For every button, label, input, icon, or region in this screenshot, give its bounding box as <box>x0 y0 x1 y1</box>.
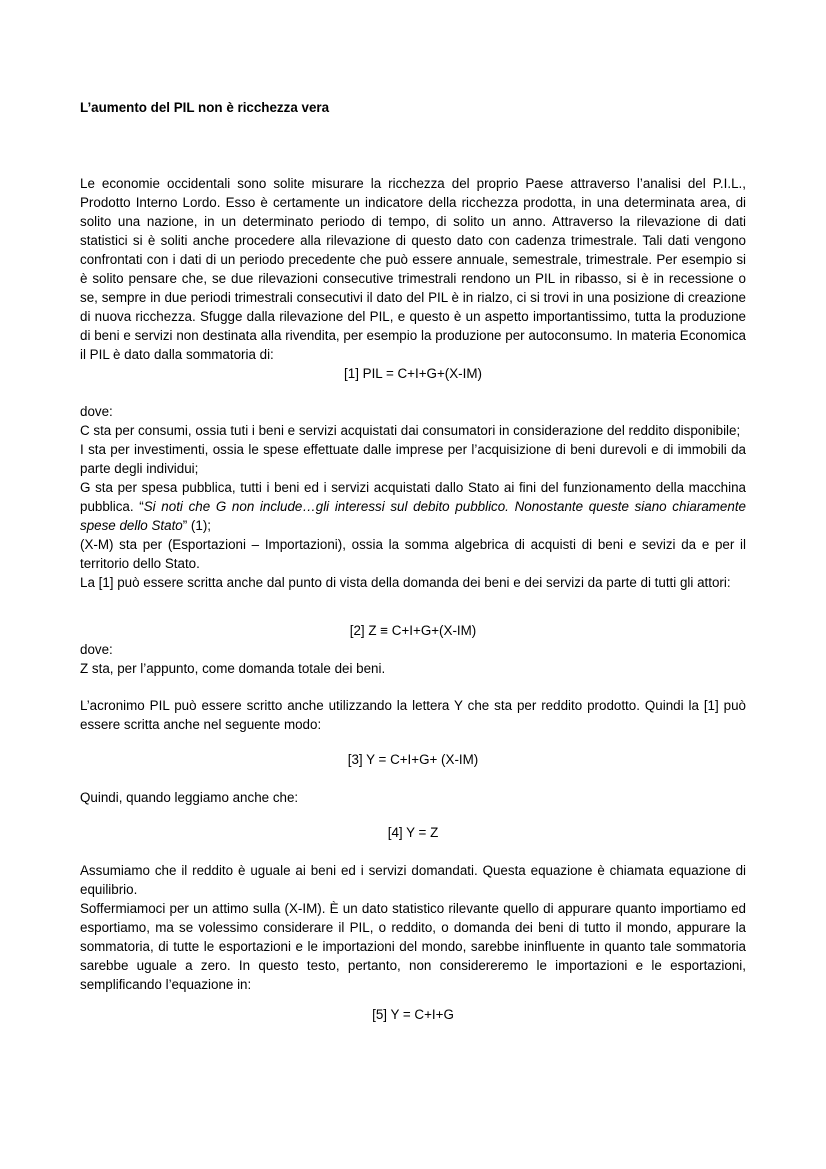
document-title: L’aumento del PIL non è ricchezza vera <box>80 100 330 115</box>
dove-label-1: dove: <box>80 404 113 419</box>
acronym-paragraph: L’acronimo PIL può essere scritto anche utilizzando la lettera Y che sta per reddito prodotto. Quindi la [1] può essere scritta anche nel seguente modo: <box>80 698 746 732</box>
equilibrium-section <box>80 861 746 994</box>
definition-g-quote: Si noti che G non include…gli interessi sul debito pubblico. Nonostante queste siano chiaramente spese dello Stato <box>80 499 746 533</box>
equation-5: [5] Y = C+I+G <box>372 1007 454 1022</box>
dove-label-2: dove: <box>80 642 113 657</box>
equation-2: [2] Z ≡ C+I+G+(X-IM) <box>349 623 477 638</box>
definition-i: I sta per investimenti, ossia le spese effettuate dalle imprese per l’acquisizione di beni durevoli e di immobili da parte degli individui; <box>80 442 746 476</box>
equation-4: [4] Y = Z <box>387 825 439 840</box>
equation-3: [3] Y = C+I+G+ (X-IM) <box>347 752 479 767</box>
equation-1: [1] PIL = C+I+G+(X-IM) <box>344 366 482 381</box>
definition-g-start: G sta per spesa pubblica, tutti i beni ed i servizi acquistati dallo Stato ai fini del funzionamento della macchina pubblica. “ <box>80 480 746 514</box>
definitions-section <box>80 402 746 592</box>
definition-g-end: ” (1); <box>182 518 211 533</box>
definition-c: C sta per consumi, ossia tuti i beni e servizi acquistati dai consumatori in considerazione del reddito disponibile; <box>80 423 741 438</box>
demand-paragraph: La [1] può essere scritta anche dal punto di vista della domanda dei beni e dei servizi da parte di tutti gli attori: <box>80 575 731 590</box>
assumption-paragraph: Assumiamo che il reddito è uguale ai beni ed i servizi domandati. Questa equazione è chiamata equazione di equilibrio. <box>80 863 746 897</box>
definition-g <box>80 478 746 535</box>
definition-xm: (X-M) sta per (Esportazioni – Importazioni), ossia la somma algebrica di acquisti di beni e sevizi da e per il territorio dello Stato. <box>80 537 746 571</box>
z-definition-section <box>80 640 746 678</box>
definition-z: Z sta, per l’appunto, come domanda totale dei beni. <box>80 661 386 676</box>
quindi-paragraph: Quindi, quando leggiamo anche che: <box>80 790 299 805</box>
intro-paragraph: Le economie occidentali sono solite misurare la ricchezza del proprio Paese attraverso l’analisi del P.I.L., Prodotto Interno Lordo. Esso è certamente un indicatore della ricchezza prodotta, in una determinata area, di solito una nazione, in un determinato periodo di tempo, di solito un anno. Attraverso la rilevazione di dati statistici si è soliti anche procedere alla rilevazione di questo dato con cadenza trimestrale. Tali dati vengono confrontati con i dati di un periodo precedente che può essere annuale, semestrale, trimestrale. Per esempio si è solito pensare che, se due rilevazioni consecutive trimestrali rendono un PIL in ribasso, si è in recessione o se, sempre in due periodi trimestrali consecutivi il dato del PIL è in rialzo, ci si trovi in una posizione di creazione di nuova ricchezza. Sfugge dalla rilevazione del PIL, e questo è un aspetto importantissimo, tutta la produzione di beni e servizi non destinata alla rivendita, per esempio la produzione per autoconsumo. In materia Economica il PIL è dato dalla sommatoria di: <box>80 176 746 362</box>
net-exports-paragraph: Soffermiamoci per un attimo sulla (X-IM). È un dato statistico rilevante quello di appurare quanto importiamo ed esportiamo, ma se volessimo considerare il PIL, o reddito, o domanda dei beni di tutto il mondo, appurare la sommatoria, di tutte le esportazioni e le importazioni del mondo, sarebbe ininfluente in quanto tale sommatoria sarebbe uguale a zero. In questo testo, pertanto, non considereremo le importazioni e le esportazioni, semplificando l’equazione in: <box>80 901 746 992</box>
